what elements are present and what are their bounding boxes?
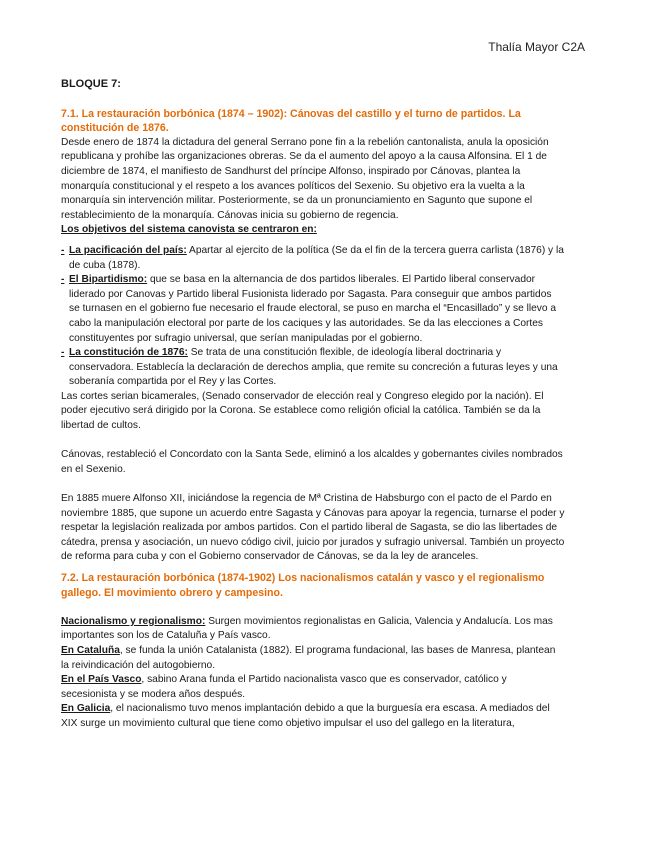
list-item-text: que se basa en la alternancia de dos partidos liberales. El Partido liberal conservador liderado por Canovas y Partido liberal Fusionista liderado por Sagasta. Para conseguir que ambos partidos se turnasen en el gobierno fue necesario el fraude electoral, se puso en marcha el “Encasillado” y se llevo a cabo la manipulación electoral por parte de los caciques y las autoridades. Se da las elecciones a Cortes constituyentes por sufragio universal, que serían manipuladas por el gobierno. <box>69 274 557 344</box>
objectives-heading: Los objetivos del sistema canovista se centraron en: <box>61 224 317 236</box>
basque-paragraph <box>61 673 565 702</box>
list-item-text: Apartar al ejercito de la política (Se da el fin de la tercera guerra carlista (1876) y la de cuba (1878). <box>69 244 564 271</box>
galicia-text: , el nacionalismo tuvo menos implantación debido a que la burguesía era escasa. A mediados del XIX surge un movimiento cultural que tiene como objetivo impulsar el uso del gallego en la literatura, <box>61 703 550 729</box>
list-item <box>61 273 565 346</box>
galicia-label: En Galicia <box>61 703 111 715</box>
list-item-text: Se trata de una constitución flexible, de ideología liberal doctrinaria y conservadora. Establecía la declaración de derechos amplia, que remite su concreción a futuras leyes y una soberanía compartida por el Rey y las Cortes. <box>69 347 558 388</box>
objectives-list <box>61 244 565 390</box>
nationalism-text: Surgen movimientos regionalistas en Galicia, Valencia y Andalucía. Los mas importantes son los de Cataluña y País vasco. <box>61 615 553 642</box>
catalonia-text: , se funda la unión Catalanista (1882). El programa fundacional, las bases de Manresa, plantean la reivindicación del autogobierno. <box>61 644 556 671</box>
cortes-paragraph: Las cortes serian bicamerales, (Senado conservador de elección real y Congreso elegido por la nación). El poder ejecutivo será dirigido por la Corona. Se establece como religión oficial la católica. También se da la libertad de cultos. <box>61 390 544 432</box>
list-item <box>61 244 565 273</box>
section-2-title: 7.2. La restauración borbónica (1874-1902) Los nacionalismos catalán y vasco y el regionalismo gallego. El movimiento obrero y campesino. <box>61 572 545 599</box>
catalonia-label: En Cataluña <box>61 644 120 656</box>
author-header: Thalía Mayor C2A <box>488 40 585 54</box>
document-body <box>61 77 565 732</box>
catalonia-paragraph <box>61 644 565 673</box>
list-item-label: La constitución de 1876: <box>69 347 188 359</box>
list-dash: - <box>61 274 65 286</box>
basque-text: , sabino Arana funda el Partido nacionalista vasco que es conservador, católico y secesionista y se modera años después. <box>61 674 507 700</box>
basque-label: En el País Vasco <box>61 674 142 686</box>
nationalism-label: Nacionalismo y regionalismo: <box>61 615 206 627</box>
concordat-paragraph: Cánovas, restableció el Concordato con la Santa Sede, eliminó a los alcaldes y gobernantes civiles nombrados en el Sexenio. <box>61 449 563 475</box>
regency-paragraph: En 1885 muere Alfonso XII, iniciándose la regencia de Mª Cristina de Habsburgo con el pacto de el Pardo en noviembre 1885, que supone un acuerdo entre Sagasta y Cánovas para apoyar la regencia, turnarse el poder y respetar la legislación realizada por ambos partidos. Con el partido liberal de Sagasta, se dio las libertades de cátedra, prensa y asociación, un nuevo código civil, juicio por jurados y sufragio universal. También un proyecto de reforma para cuba y con el Gobierno conservador de Cánovas, se da la ley de aranceles. <box>61 493 565 563</box>
galicia-paragraph <box>61 702 565 731</box>
nationalism-paragraph <box>61 615 565 644</box>
list-item <box>61 346 565 390</box>
list-dash: - <box>61 347 65 359</box>
section-1-intro: Desde enero de 1874 la dictadura del general Serrano pone fin a la rebelión cantonalista, anula la oposición republicana y prohíbe las organizaciones obreras. Se da el aumento del apoyo a la causa Alfonsina. El 1 de diciembre de 1874, el manifiesto de Sandhurst del príncipe Alfonso, inspirado por Cánovas, plantea la monarquía constitucional y el respeto a los avances políticos del Sexenio. Su objetivo era la vuelta a la monarquía sin intervención militar. Posteriormente, se da un pronunciamiento en Sagunto que supone el restablecimiento de la monarquía. Cánovas inicia su gobierno de regencia. <box>61 136 549 221</box>
list-item-label: El Bipartidismo: <box>69 274 148 286</box>
list-item-label: La pacificación del país: <box>69 244 187 256</box>
block-title: BLOQUE 7: <box>61 78 121 90</box>
section-1-title: 7.1. La restauración borbónica (1874 – 1902): Cánovas del castillo y el turno de partidos. La constitución de 1876. <box>61 107 521 135</box>
list-dash: - <box>61 244 65 256</box>
